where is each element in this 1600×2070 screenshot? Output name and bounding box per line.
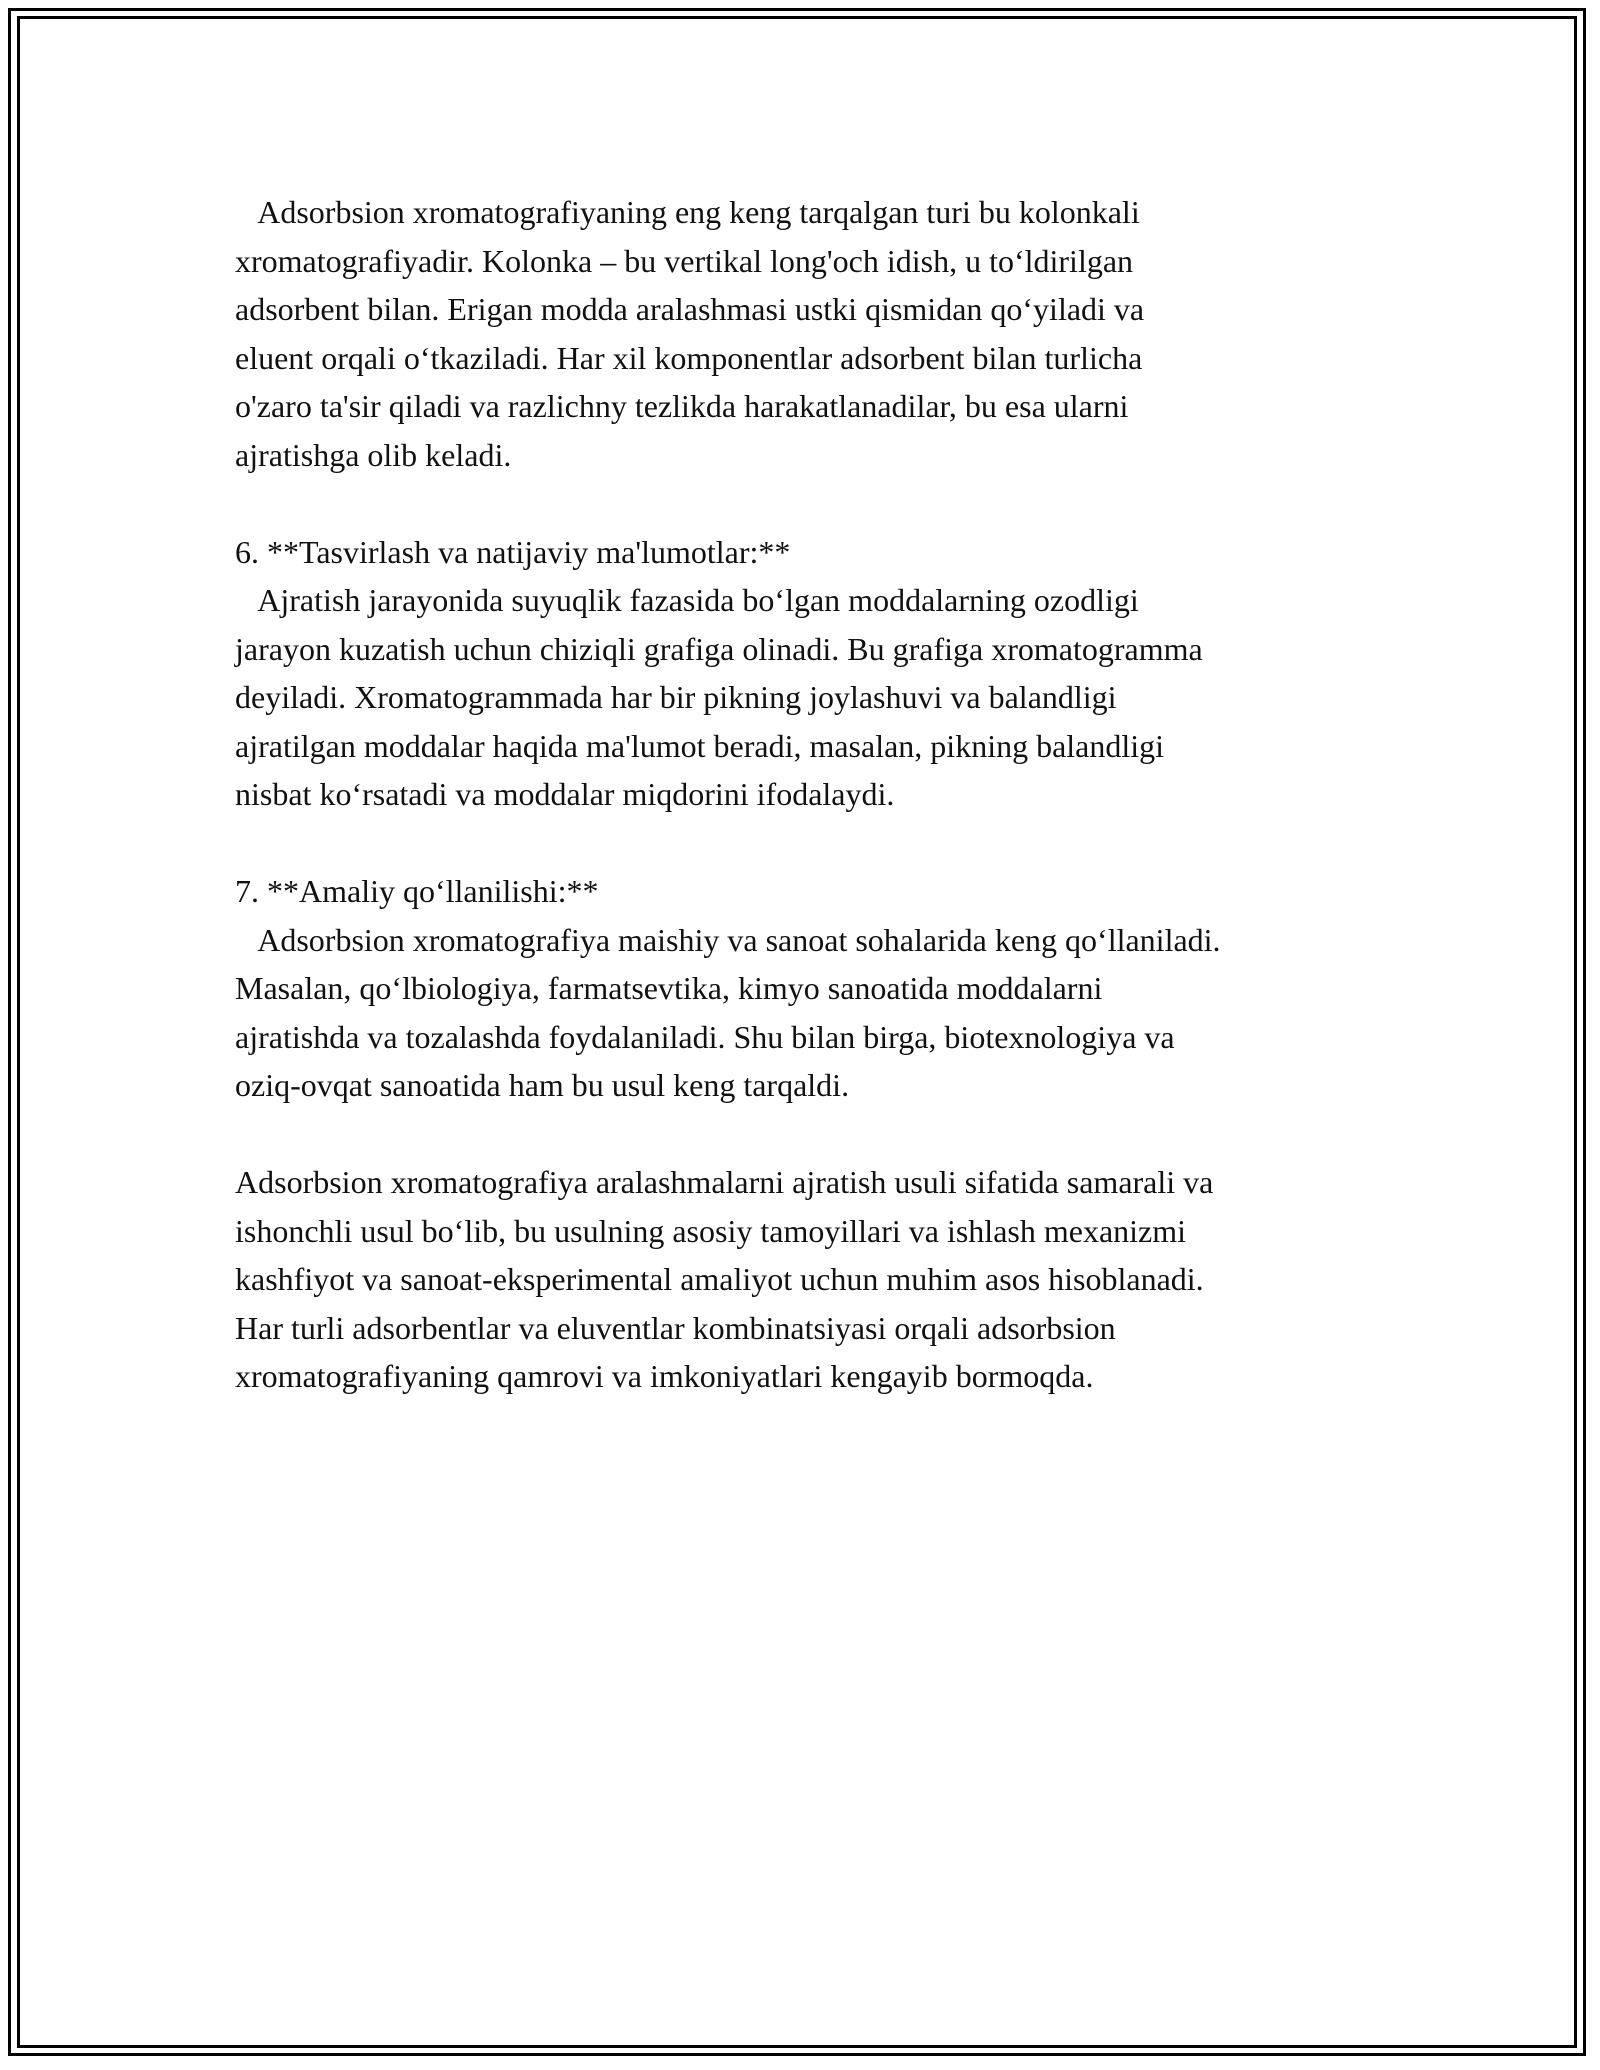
- text-line: ajratishda va tozalashda foydalaniladi. Shu bilan birga, biotexnologiya va: [235, 1018, 1175, 1055]
- section-heading: 6. **Tasvirlash va natijaviy ma'lumotlar:**: [235, 533, 791, 570]
- text-line: Ajratish jarayonida suyuqlik fazasida bo‘lgan moddalarning ozodligi: [235, 582, 1139, 618]
- section-6-description-results: [235, 528, 1395, 819]
- paragraph-column-chromatography: [235, 188, 1395, 479]
- text-line: deyiladi. Xromatogrammada har bir pikning joylashuvi va balandligi: [235, 679, 1117, 715]
- text-line: Har turli adsorbentlar va eluventlar kombinatsiyasi orqali adsorbsion: [235, 1309, 1116, 1346]
- text-line: kashfiyot va sanoat-eksperimental amaliyot uchun muhim asos hisoblanadi.: [235, 1261, 1204, 1297]
- text-line: Adsorbsion xromatografiya aralashmalarni ajratish usuli sifatida samarali va: [235, 1164, 1214, 1200]
- paragraph-spacer: [235, 819, 1395, 868]
- text-line: jarayon kuzatish uchun chiziqli grafiga olinadi. Bu grafiga xromatogramma: [235, 630, 1203, 667]
- paragraph-spacer: [235, 479, 1395, 528]
- text-line: nisbat ko‘rsatadi va moddalar miqdorini ifodalaydi.: [235, 776, 895, 812]
- section-7-practical-application: [235, 867, 1395, 1110]
- conclusion-paragraph: [235, 1158, 1395, 1401]
- paragraph-spacer: [235, 1110, 1395, 1159]
- text-line: Adsorbsion xromatografiyaning eng keng tarqalgan turi bu kolonkali: [235, 194, 1140, 230]
- text-line: adsorbent bilan. Erigan modda aralashmasi ustki qismidan qo‘yiladi va: [235, 291, 1145, 327]
- text-line: Adsorbsion xromatografiya maishiy va sanoat sohalarida keng qo‘llaniladi.: [235, 921, 1221, 958]
- text-line: Masalan, qo‘lbiologiya, farmatsevtika, kimyo sanoatida moddalarni: [235, 970, 1103, 1006]
- text-line: xromatografiyaning qamrovi va imkoniyatlari kengayib bormoqda.: [235, 1358, 1094, 1394]
- text-line: ishonchli usul bo‘lib, bu usulning asosiy tamoyillari va ishlash mexanizmi: [235, 1212, 1187, 1249]
- text-line: oziq-ovqat sanoatida ham bu usul keng tarqaldi.: [235, 1067, 850, 1103]
- section-heading: 7. **Amaliy qo‘llanilishi:**: [235, 873, 599, 909]
- text-line: o'zaro ta'sir qiladi va razlichny tezlikda harakatlanadilar, bu esa ularni: [235, 388, 1129, 424]
- text-line: ajratilgan moddalar haqida ma'lumot beradi, masalan, pikning balandligi: [235, 727, 1165, 764]
- text-line: ajratishga olib keladi.: [235, 436, 512, 473]
- text-line: xromatografiyadir. Kolonka – bu vertikal long'och idish, u to‘ldirilgan: [235, 242, 1134, 279]
- document-body: [235, 188, 1395, 1401]
- text-line: eluent orqali o‘tkaziladi. Har xil komponentlar adsorbent bilan turlicha: [235, 339, 1143, 376]
